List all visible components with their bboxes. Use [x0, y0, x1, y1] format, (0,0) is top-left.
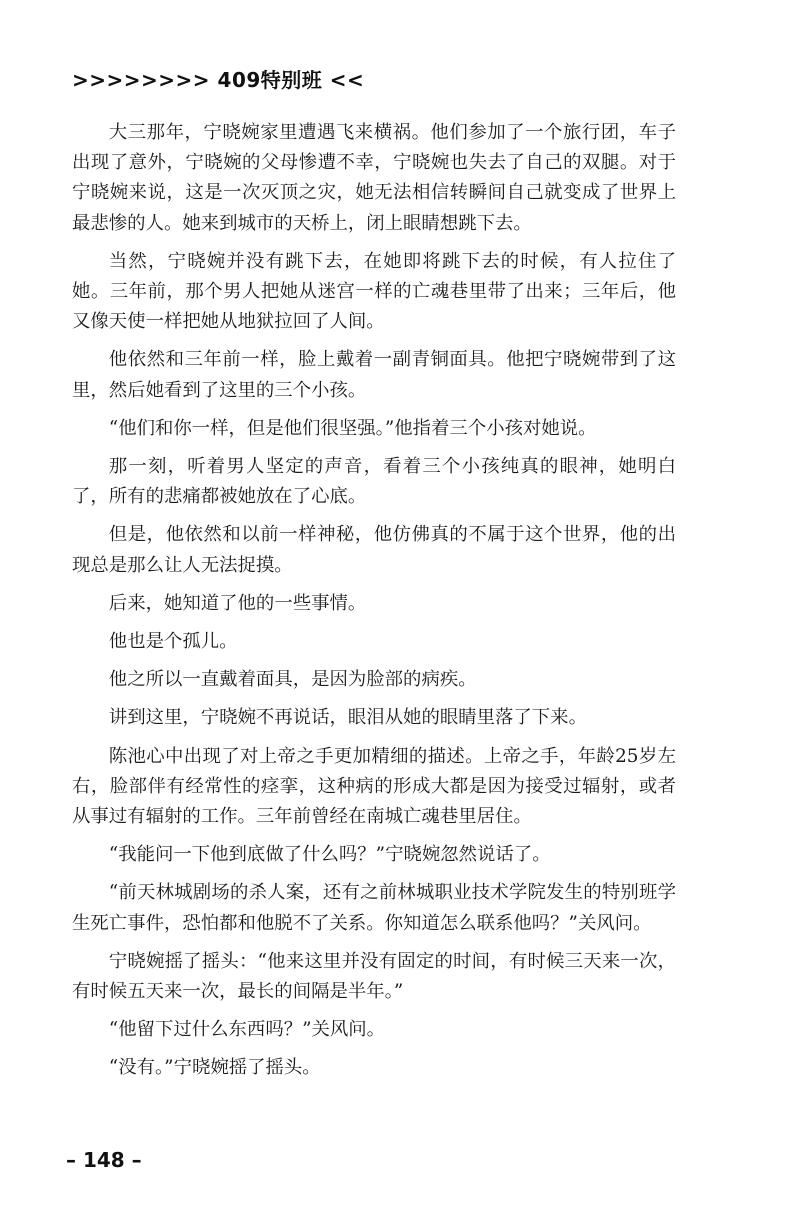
- paragraph: “没有。”宁晓婉摇了摇头。: [108, 1057, 321, 1079]
- paragraph: 后来，她知道了他的一些事情。: [108, 592, 367, 614]
- paragraph: 大三那年，宁晓婉家里遭遇飞来横祸。他们参加了一个旅行团，车子出现了意外，宁晓婉的父母惨遭不幸，宁晓婉也失去了自己的双腿。对于宁晓婉来说，这是一次灭顶之灾，她无法相信转瞬间自己就变成了世界上最悲惨的人。她来到城市的天桥上，闭上眼睛想跳下去。: [72, 122, 676, 234]
- paragraph: 但是，他依然和以前一样神秘，他仿佛真的不属于这个世界，他的出现总是那么让人无法捉摸。: [72, 524, 676, 576]
- paragraph: 那一刻，听着男人坚定的声音，看着三个小孩纯真的眼神，她明白了，所有的悲痛都被她放在了心底。: [72, 456, 676, 508]
- paragraph: 当然，宁晓婉并没有跳下去，在她即将跳下去的时候，有人拉住了她。三年前，那个男人把她从迷宫一样的亡魂巷里带了出来；三年后，他又像天使一样把她从地狱拉回了人间。: [72, 250, 676, 333]
- paragraph: 宁晓婉摇了摇头：“他来这里并没有固定的时间，有时候三天来一次，有时候五天来一次，最长的间隔是半年。”: [72, 950, 676, 1003]
- paragraph: 陈池心中出现了对上帝之手更加精细的描述。上帝之手，年龄25岁左右，脸部伴有经常性的痉挛，这种病的形成大都是因为接受过辐射，或者从事过有辐射的工作。三年前曾经在南城亡魂巷里居住。: [72, 745, 676, 828]
- paragraph: 讲到这里，宁晓婉不再说话，眼泪从她的眼睛里落了下来。: [108, 707, 587, 729]
- paragraph: “他留下过什么东西吗？”关风问。: [108, 1019, 386, 1041]
- paragraph: 他之所以一直戴着面具，是因为脸部的病疾。: [108, 669, 477, 691]
- paragraph: 他依然和三年前一样，脸上戴着一副青铜面具。他把宁晓婉带到了这里，然后她看到了这里的三个小孩。: [72, 349, 676, 401]
- page-number: – 148 –: [66, 1148, 142, 1172]
- body-text: [72, 118, 676, 1092]
- paragraph: “他们和你一样，但是他们很坚强。”他指着三个小孩对她说。: [108, 417, 597, 439]
- paragraph: “我能问一下他到底做了什么吗？”宁晓婉忽然说话了。: [108, 844, 551, 866]
- paragraph: 他也是个孤儿。: [108, 631, 238, 653]
- running-header: >>>>>>>> 409特别班 <<: [72, 68, 365, 92]
- paragraph: “前天林城剧场的杀人案，还有之前林城职业技术学院发生的特别班学生死亡事件，恐怕都和他脱不了关系。你知道怎么联系他吗？”关风问。: [72, 882, 676, 934]
